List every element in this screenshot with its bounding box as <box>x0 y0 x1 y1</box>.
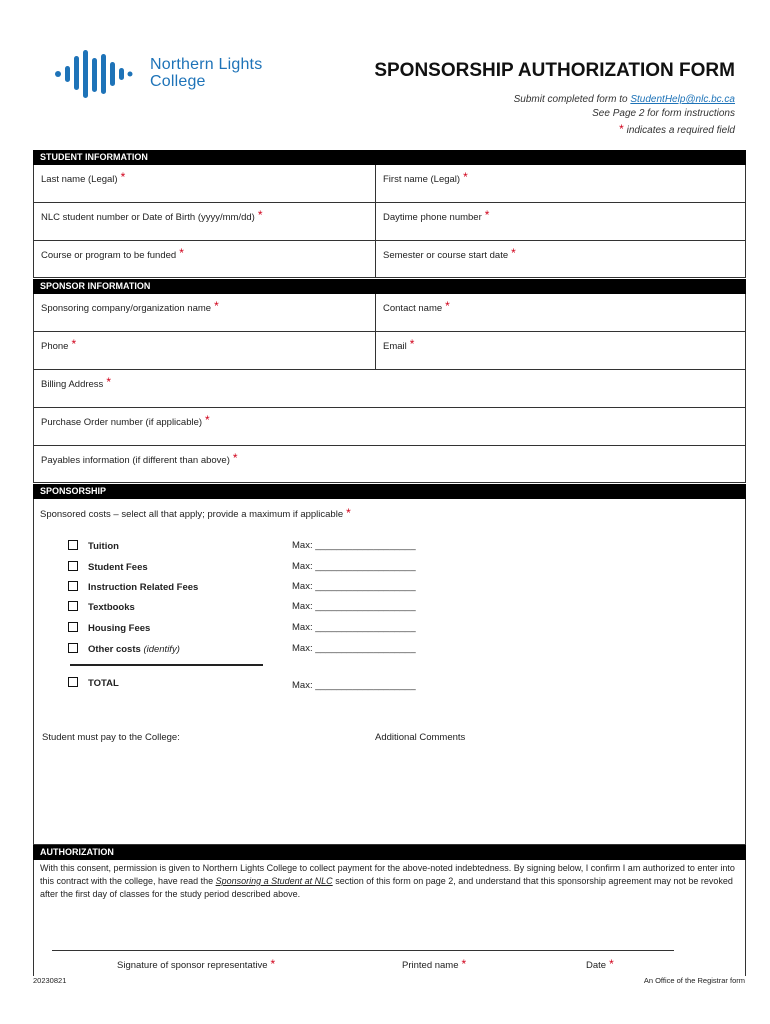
instruction-fees-label: Instruction Related Fees <box>88 582 199 593</box>
required-star: * <box>257 208 263 222</box>
instruction-fees-option[interactable] <box>68 581 198 593</box>
last-name-label: Last name (Legal) <box>41 174 118 185</box>
tuition-label: Tuition <box>88 541 119 552</box>
textbooks-option[interactable] <box>68 601 135 613</box>
required-note <box>300 122 735 136</box>
signature-line[interactable] <box>52 950 674 951</box>
required-star: * <box>270 957 276 971</box>
student-info-section <box>33 165 746 278</box>
daytime-phone-label: Daytime phone number <box>383 212 482 223</box>
student-number-field[interactable] <box>34 203 376 241</box>
student-fees-option[interactable] <box>68 561 148 573</box>
required-star: * <box>205 413 210 427</box>
last-name-field[interactable] <box>34 165 376 203</box>
northern-lights-logo-icon <box>52 46 142 102</box>
instructions-note: See Page 2 for form instructions <box>592 108 735 119</box>
required-note-text: indicates a required field <box>623 125 735 136</box>
printed-name-label <box>402 957 466 971</box>
housing-fees-option[interactable] <box>68 622 150 634</box>
required-star: * <box>484 208 490 222</box>
logo-line-1: Northern Lights <box>150 56 263 73</box>
required-star: * <box>232 451 238 465</box>
company-label: Sponsoring company/organization name <box>41 303 212 314</box>
required-star: * <box>120 170 126 184</box>
textbooks-max-field[interactable]: Max: ___________________ <box>292 601 416 612</box>
checkbox-icon[interactable] <box>68 643 78 653</box>
po-number-field[interactable] <box>34 408 745 446</box>
additional-comments-label: Additional Comments <box>375 732 466 743</box>
payables-label: Payables information (if different than above) <box>41 455 230 466</box>
required-star: * <box>461 957 467 971</box>
other-costs-max-field[interactable]: Max: ___________________ <box>292 643 416 654</box>
first-name-label: First name (Legal) <box>383 174 461 185</box>
sponsoring-student-link[interactable]: Sponsoring a Student at NLC <box>215 876 333 886</box>
start-date-field[interactable] <box>376 241 745 278</box>
checkbox-icon[interactable] <box>68 622 78 632</box>
sponsor-info-section <box>33 294 746 483</box>
student-fees-label: Student Fees <box>88 562 148 573</box>
printed-name-label-text: Printed name <box>402 960 459 971</box>
checkbox-icon[interactable] <box>68 601 78 611</box>
other-costs-label: Other costs <box>88 644 141 655</box>
tuition-max-field[interactable]: Max: ___________________ <box>292 540 416 551</box>
date-label-text: Date <box>586 960 607 971</box>
total-option[interactable] <box>68 677 119 689</box>
date-label <box>586 957 614 971</box>
signature-label <box>117 957 275 971</box>
required-star: * <box>179 246 184 260</box>
contact-name-field[interactable] <box>376 294 745 332</box>
student-number-label: NLC student number or Date of Birth (yyyy/mm/dd) <box>41 212 255 223</box>
signature-label-text: Signature of sponsor representative <box>117 960 268 971</box>
required-star: * <box>445 299 450 313</box>
required-star: * <box>71 337 77 351</box>
student-must-pay-label: Student must pay to the College: <box>42 732 180 743</box>
textbooks-label: Textbooks <box>88 602 135 613</box>
logo-text <box>150 56 262 90</box>
checkbox-icon[interactable] <box>68 561 78 571</box>
other-costs-option[interactable] <box>68 643 180 655</box>
authorization-text-part2: section of this form on page 2, and understand that this sponsorship agreement may not be revoked after the first day of classes for the study period described above. <box>40 876 733 899</box>
first-name-field[interactable] <box>376 165 745 203</box>
housing-fees-max-field[interactable]: Max: ___________________ <box>292 622 416 633</box>
instruction-fees-max-field[interactable]: Max: ___________________ <box>292 581 416 592</box>
billing-address-label: Billing Address <box>41 379 104 390</box>
authorization-heading: AUTHORIZATION <box>33 845 746 860</box>
total-max-field[interactable]: Max: ___________________ <box>292 680 416 691</box>
logo-line-2: College <box>150 73 206 90</box>
college-logo <box>52 46 292 102</box>
required-star: * <box>106 375 111 389</box>
checkbox-icon[interactable] <box>68 540 78 550</box>
checkbox-icon[interactable] <box>68 581 78 591</box>
po-number-label: Purchase Order number (if applicable) <box>41 417 203 428</box>
email-label: Email <box>383 341 407 352</box>
phone-label: Phone <box>41 341 69 352</box>
payables-field[interactable] <box>34 446 745 483</box>
course-label: Course or program to be funded <box>41 250 177 261</box>
authorization-text-part1: With this consent, permission is given to Northern Lights College to collect payment for the above-noted indebtedness. By signing below, I confirm I am authorized to enter into this contract with the college, have read the <box>40 863 735 886</box>
sponsored-costs-instructions <box>40 506 351 520</box>
student-info-heading: STUDENT INFORMATION <box>33 150 746 165</box>
start-date-label: Semester or course start date <box>383 250 509 261</box>
sponsored-costs-text: Sponsored costs – select all that apply; provide a maximum if applicable <box>40 509 344 520</box>
checkbox-icon[interactable] <box>68 677 78 687</box>
required-star: * <box>463 170 468 184</box>
daytime-phone-field[interactable] <box>376 203 745 241</box>
phone-field[interactable] <box>34 332 376 370</box>
other-costs-identify-line[interactable] <box>70 664 263 666</box>
required-star: * <box>619 122 624 136</box>
submit-email-link[interactable]: StudentHelp@nlc.bc.ca <box>630 94 735 105</box>
required-star: * <box>609 957 614 971</box>
total-label: TOTAL <box>88 678 119 689</box>
sponsor-info-heading: SPONSOR INFORMATION <box>33 279 746 294</box>
other-costs-identify: (identify) <box>143 644 180 655</box>
company-field[interactable] <box>34 294 376 332</box>
email-field[interactable] <box>376 332 745 370</box>
course-field[interactable] <box>34 241 376 278</box>
student-fees-max-field[interactable]: Max: ___________________ <box>292 561 416 572</box>
tuition-option[interactable] <box>68 540 119 552</box>
required-star: * <box>409 337 415 351</box>
required-star: * <box>214 299 219 313</box>
sponsorship-heading: SPONSORSHIP <box>33 484 746 499</box>
form-version-code: 20230821 <box>33 976 67 985</box>
housing-fees-label: Housing Fees <box>88 623 151 634</box>
required-star: * <box>511 246 516 260</box>
registrar-office-note: An Office of the Registrar form <box>643 976 745 985</box>
contact-name-label: Contact name <box>383 303 443 314</box>
billing-address-field[interactable] <box>34 370 745 408</box>
form-title: SPONSORSHIP AUTHORIZATION FORM <box>374 60 735 81</box>
authorization-text <box>40 862 740 901</box>
submit-line <box>300 94 735 105</box>
submit-prefix: Submit completed form to <box>513 94 631 105</box>
required-star: * <box>346 506 351 520</box>
